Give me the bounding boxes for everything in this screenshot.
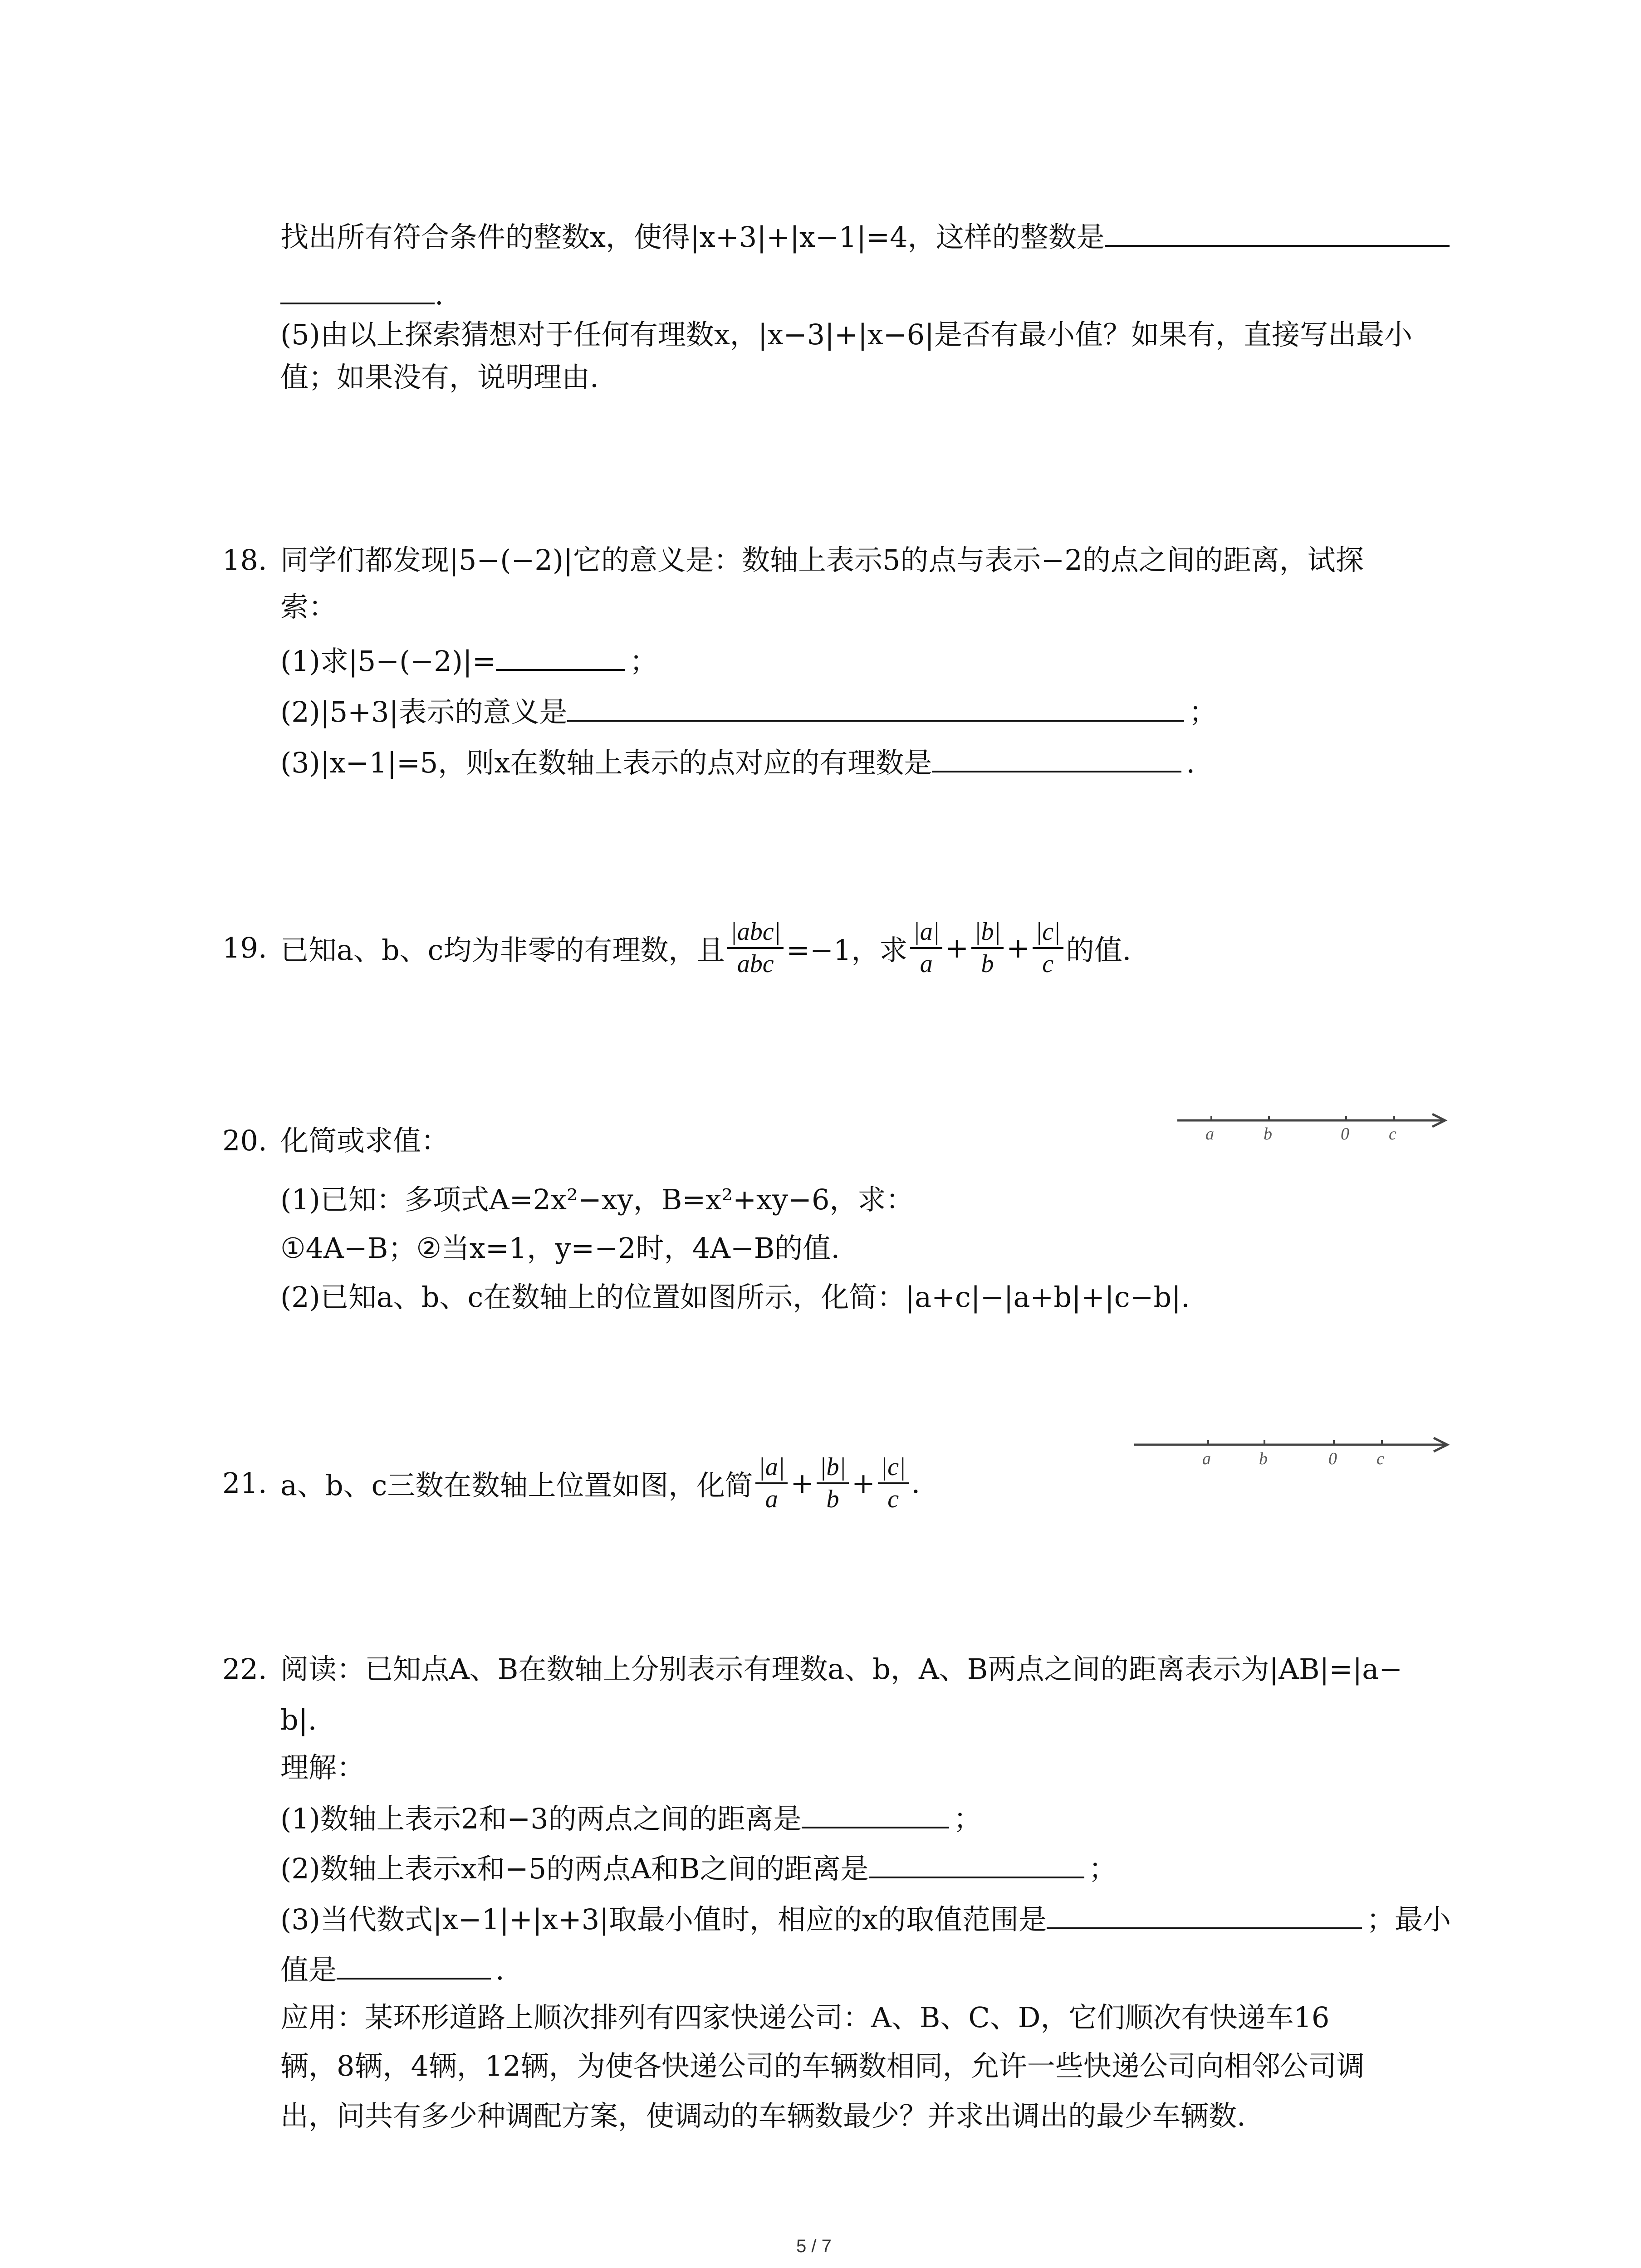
- q21-number-line: [1134, 1429, 1461, 1474]
- q17-part5-line1: (5)由以上探索猜想对于任何有理数x，|x−3|+|x−6|是否有最小值？如果有，直接写出最小: [280, 318, 1413, 351]
- q22-part1-blank[interactable]: [802, 1799, 949, 1828]
- q17-answer-blank-2[interactable]: [280, 274, 435, 304]
- q18-part1-blank[interactable]: [496, 641, 625, 671]
- q22-part3-blank-range[interactable]: [1047, 1899, 1362, 1929]
- q22-application-line3: 出，问共有多少种调配方案，使调动的车辆数最少？并求出调出的最少车辆数.: [280, 2099, 1246, 2132]
- q21-axis-label-c: c: [1376, 1449, 1384, 1468]
- q21-axis-label-0: 0: [1328, 1449, 1337, 1468]
- q19-fraction-b: $\frac{|b|}{b}$: [971, 919, 1004, 978]
- q20-axis-label-b: b: [1264, 1124, 1272, 1144]
- q21-fraction-a: $\frac{|a|}{a}$: [755, 1454, 788, 1513]
- q20-axis-label-0: 0: [1341, 1124, 1349, 1144]
- q17-part5-line2: 值；如果没有，说明理由.: [280, 361, 599, 394]
- q22-line2: b|.: [280, 1703, 317, 1736]
- q18-part2: (2)|5+3|表示的意义是 ；: [280, 692, 1217, 730]
- q20-axis-label-c: c: [1389, 1124, 1396, 1144]
- q18-part3: (3)|x−1|=5，则x在数轴上表示的点对应的有理数是 .: [280, 743, 1195, 781]
- q18-line2: 索：: [280, 590, 337, 623]
- q17-answer-blank-1[interactable]: [1105, 217, 1450, 247]
- q19-fraction-c: $\frac{|c|}{c}$: [1033, 919, 1063, 978]
- q21-fraction-b: $\frac{|b|}{b}$: [817, 1454, 849, 1513]
- q17-line2: .: [280, 274, 444, 313]
- q21-fraction-c: $\frac{|c|}{c}$: [878, 1454, 909, 1513]
- q22-part1: (1)数轴上表示2和−3的两点之间的距离是 ；: [280, 1799, 982, 1837]
- page-number: 5 / 7: [796, 2236, 832, 2256]
- q22-part2: (2)数轴上表示x和−5的两点A和B之间的距离是 ；: [280, 1848, 1117, 1887]
- q22-line1: 22. 阅读：已知点A、B在数轴上分别表示有理数a、b，A、B两点之间的距离表示为|AB|=|a−: [222, 1652, 1403, 1686]
- q22-part3-line2: 值是 .: [280, 1950, 505, 1988]
- q22-understand-label: 理解：: [280, 1751, 365, 1784]
- q20-part1: (1)已知：多项式A=2x²−xy，B=x²+xy−6，求：: [280, 1183, 914, 1216]
- q22-application-line1: 应用：某环形道路上顺次排列有四家快递公司：A、B、C、D，它们顺次有快递车16: [280, 2001, 1330, 2034]
- q19-fraction-abc: $\frac{\text{|abc|}}{\text{abc}}$: [727, 919, 784, 978]
- q22-part3-blank-min[interactable]: [337, 1950, 491, 1980]
- q22-part3: (3)当代数式|x−1|+|x+3|取最小值时，相应的x的取值范围是 ；最小: [280, 1899, 1451, 1938]
- q18-line1: 18. 同学们都发现|5−(−2)|它的意义是：数轴上表示5的点与表示−2的点之间的距离，试探: [222, 543, 1364, 577]
- q19-fraction-a: $\frac{|a|}{a}$: [910, 919, 942, 978]
- q20-number-line: [1177, 1107, 1459, 1148]
- q19-row: 19. 已知a、b、c均为非零的有理数，且 $\frac{\text{|abc|}}{\text{abc}}$ =−1，求 $\frac{|a|}{a}$ + $\frac{|b|}{b}$ + $\frac{|c|}{c}$ 的值.: [222, 918, 1132, 978]
- q21-row: 21. a、b、c三数在数轴上位置如图，化简 $\frac{|a|}{a}$ + $\frac{|b|}{b}$ + $\frac{|c|}{c}$ .: [222, 1453, 921, 1513]
- q20-axis-label-a: a: [1205, 1124, 1214, 1144]
- q18-part1: (1)求|5−(−2)|= ；: [280, 641, 658, 679]
- q18-part3-blank[interactable]: [932, 743, 1181, 772]
- q18-part2-blank[interactable]: [567, 692, 1184, 722]
- q21-axis-label-b: b: [1259, 1449, 1268, 1468]
- q22-part2-blank[interactable]: [869, 1848, 1084, 1878]
- q20-part1b: ①4A−B；②当x=1，y=−2时，4A−B的值.: [280, 1232, 840, 1265]
- q21-axis-label-a: a: [1202, 1449, 1211, 1468]
- q22-application-line2: 辆，8辆，4辆，12辆，为使各快递公司的车辆数相同，允许一些快递公司向相邻公司调: [280, 2049, 1365, 2082]
- q17-line1: 找出所有符合条件的整数x，使得|x+3|+|x−1|=4，这样的整数是: [280, 217, 1450, 255]
- q20-part2: (2)已知a、b、c在数轴上的位置如图所示，化简：|a+c|−|a+b|+|c−b|.: [280, 1281, 1190, 1314]
- q20-title: 20. 化简或求值：: [222, 1124, 450, 1157]
